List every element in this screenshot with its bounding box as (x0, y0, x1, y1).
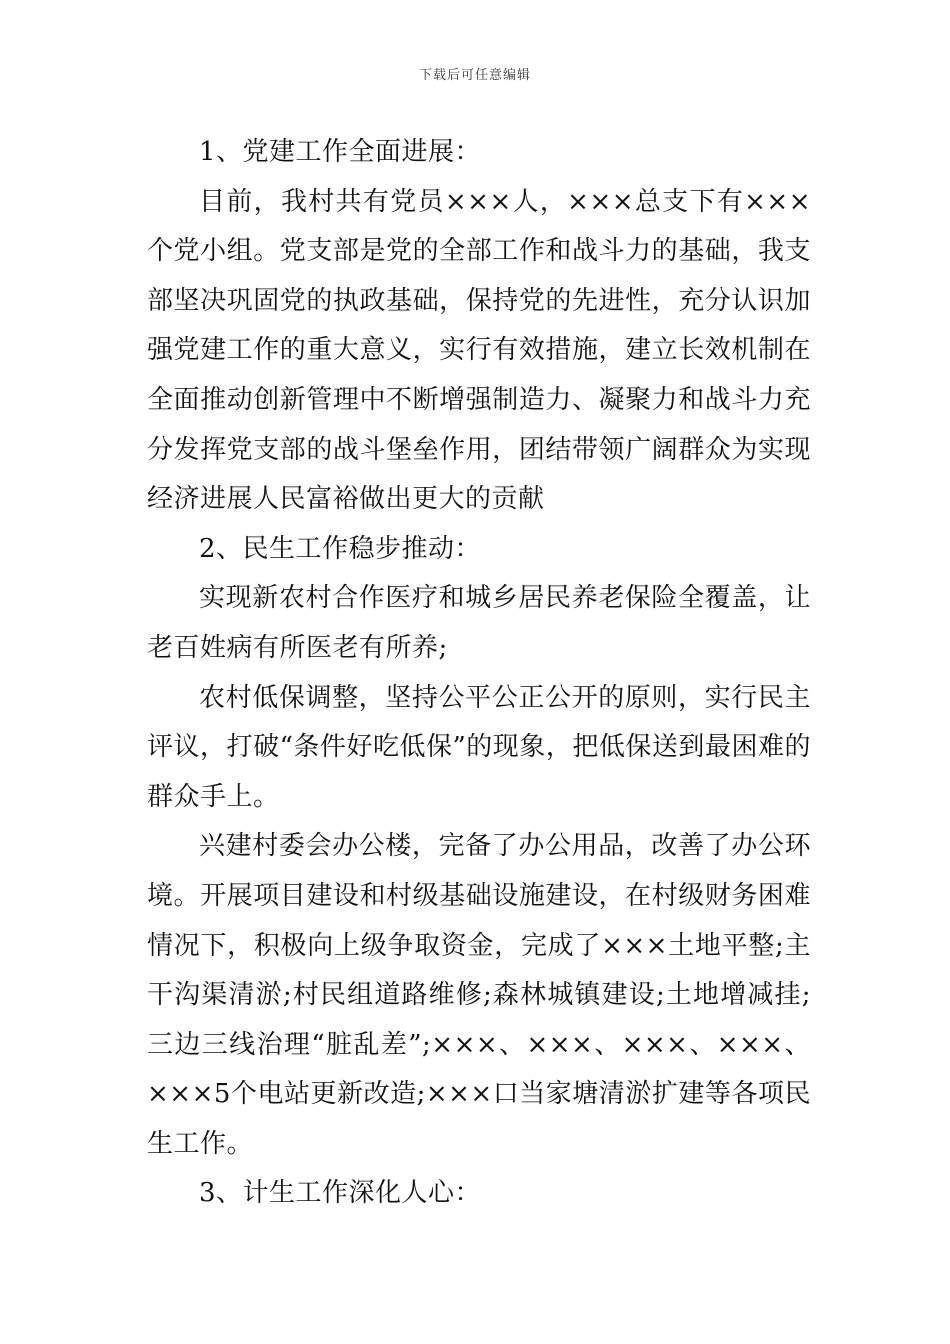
section-heading-family-planning: 3、计生工作深化人心： (199, 1178, 482, 1209)
page-header: 下载后可任意编辑 (418, 68, 531, 83)
paragraph-medical-insurance: 实现新农村合作医疗和城乡居民养老保险全覆盖，让老百姓病有所医老有所养; (147, 583, 811, 663)
document-body (147, 128, 811, 1219)
section-heading-livelihood: 2、民生工作稳步推动： (199, 533, 482, 564)
paragraph-infrastructure: 兴建村委会办公楼，完备了办公用品，改善了办公环境。开展项目建设和村级基础设施建设，在村级财务困难情况下，积极向上级争取资金，完成了×××土地平整;主干沟渠清淤;村民组道路维修;森林城镇建设;土地增减挂;三边三线治理“脏乱差”;×××、×××、×××、×××、×××5个电站更新改造;×××口当家塘清淤扩建等各项民生工作。 (147, 831, 811, 1159)
paragraph-party-building: 目前，我村共有党员×××人，×××总支下有×××个党小组。党支部是党的全部工作和战斗力的基础，我支部坚决巩固党的执政基础，保持党的先进性，充分认识加强党建工作的重大意义，实行有效措施，建立长效机制在全面推动创新管理中不断增强制造力、凝聚力和战斗力充分发挥党支部的战斗堡垒作用，团结带领广阔群众为实现经济进展人民富裕做出更大的贡献 (147, 186, 811, 515)
paragraph-low-income-support: 农村低保调整，坚持公平公正公开的原则，实行民主评议，打破“条件好吃低保”的现象，把低保送到最困难的群众手上。 (147, 682, 811, 812)
section-heading-party-building: 1、党建工作全面进展： (199, 137, 482, 167)
